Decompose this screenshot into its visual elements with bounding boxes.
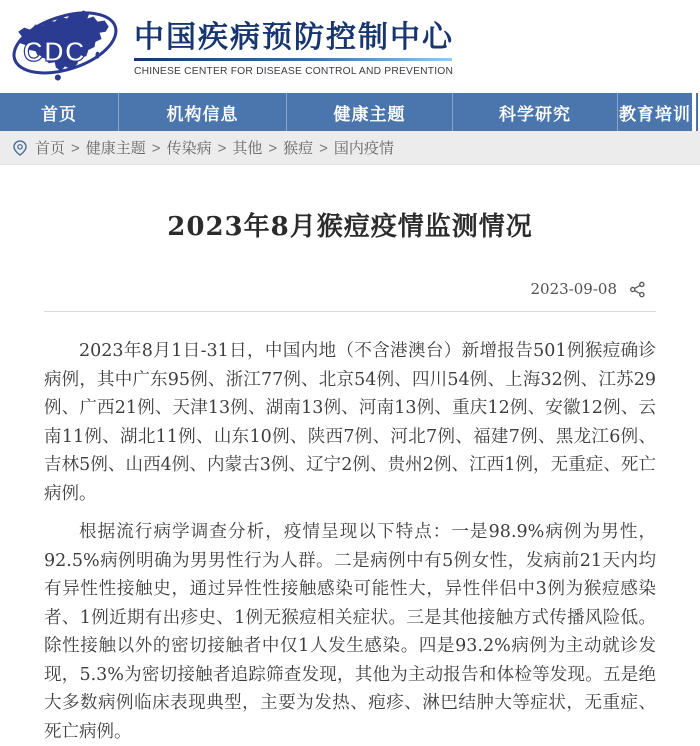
article-paragraph: 2023年8月1日-31日，中国内地（不含港澳台）新增报告501例猴痘确诊病例，其中广东95例、浙江77例、北京54例、四川54例、上海32例、江苏29例、广西21例、天津13例、湖南13例、河南13例、重庆12例、安徽12例、云南11例、湖北11例、山东10例、陕西7例、河北7例、福建7例、黑龙江6例、吉林5例、山西4例、内蒙古3例、辽宁2例、贵州2例、江西1例，无重症、死亡病例。 [44,341,656,504]
breadcrumb-item[interactable]: 传染病 [166,140,212,157]
nav-item-1[interactable]: 首页 [0,93,119,131]
cdc-logo[interactable] [8,4,126,90]
hainan-island-icon [55,74,61,80]
nav-cells [0,93,692,131]
breadcrumb-item: 国内疫情 [333,140,394,157]
breadcrumb-separator: > [319,140,328,157]
breadcrumb-separator: > [217,140,227,157]
publish-date: 2023-09-08 [530,280,617,298]
article-paragraph: 根据流行病学调查分析，疫情呈现以下特点：一是98.9%病例为男性，92.5%病例明确为男男性行为人群。二是病例中有5例女性，发病前21天内均有异性性接触史，通过异性性接触感染可能性大，异性伴侣中3例为猴痘感染者、1例近期有出疹史、1例无猴痘相关症状。三是其他接触方式传播风险低。除性接触以外的密切接触者中仅1人发生感染。四是93.2%病例为主动就诊发现，5.3%为密切接触者追踪筛查发现，其他为主动报告和体检等发现。五是绝大多数病例临床表现典型，主要为发热、疱疹、淋巴结肿大等症状，无重症、死亡病例。 [44,522,656,742]
title-divider [44,311,656,312]
site-title: 中国疾病预防控制中心 [134,20,454,54]
share-icon[interactable] [629,281,646,298]
article-body [44,337,656,746]
breadcrumb-item[interactable]: 健康主题 [85,140,146,157]
cdc-logo-icon [8,4,126,90]
breadcrumb-item[interactable]: 首页 [35,140,66,157]
breadcrumb-separator: > [151,140,161,157]
breadcrumb-separator: > [71,140,80,157]
nav-item-2[interactable]: 机构信息 [119,93,287,131]
breadcrumb-separator: > [268,140,278,157]
main-nav [0,93,700,131]
breadcrumb-item[interactable]: 猴痘 [283,140,314,157]
site-title-block [134,17,460,77]
breadcrumb [0,131,700,165]
location-pin-icon [12,140,28,156]
taiwan-island-icon [95,51,99,58]
page-title: 2023年8月猴痘疫情监测情况 [167,212,533,242]
site-subtitle-english: CHINESE CENTER FOR DISEASE CONTROL AND PREVENTION [134,64,454,77]
nav-item-3[interactable]: 健康主题 [287,93,453,131]
nav-item-5[interactable]: 教育培训 [618,93,692,131]
logo-cdc-text: CDC [23,35,86,67]
title-underline-gradient [134,58,452,61]
breadcrumb-items [35,137,394,158]
site-header [0,0,700,93]
article [0,206,700,746]
nav-item-4[interactable]: 科学研究 [453,93,618,131]
breadcrumb-item[interactable]: 其他 [232,140,263,157]
article-meta-row [44,280,656,298]
